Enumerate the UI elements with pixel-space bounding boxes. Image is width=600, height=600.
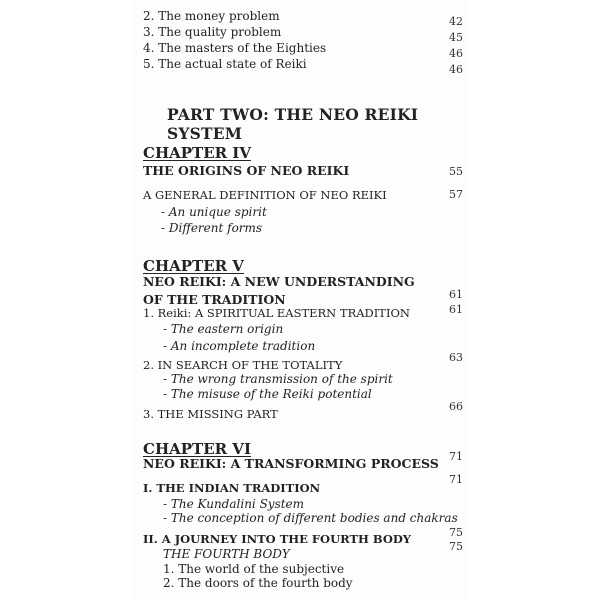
chapter-title: THE ORIGINS OF NEO REIKI — [143, 163, 350, 178]
toc-entry: 3. The quality problem — [143, 25, 282, 39]
chapter-heading: CHAPTER VI — [143, 440, 251, 458]
section-entry: 3. THE MISSING PART — [143, 407, 278, 421]
page-number: 55 — [449, 165, 463, 178]
page-number: 61 — [449, 303, 463, 316]
page-number: 66 — [449, 400, 463, 413]
section-entry: 1. Reiki: A SPIRITUAL EASTERN TRADITION — [143, 306, 410, 320]
subsection-entry: - An unique spirit — [161, 205, 267, 219]
subsection-entry: - Different forms — [161, 221, 263, 235]
part-title: PART TWO: THE NEO REIKI SYSTEM — [167, 105, 419, 143]
page-number: 46 — [449, 47, 463, 60]
subsection-entry: - The misuse of the Reiki potential — [163, 387, 372, 401]
toc-entry: 4. The masters of the Eighties — [143, 41, 327, 55]
chapter-title: NEO REIKI: A NEW UNDERSTANDING — [143, 274, 415, 289]
page-number: 61 — [449, 288, 463, 301]
page-number: 75 — [449, 526, 463, 539]
chapter-title: OF THE TRADITION — [143, 292, 286, 307]
page-number: 63 — [449, 351, 463, 364]
subsection-entry: 2. The doors of the fourth body — [163, 576, 353, 590]
subsection-entry: - An incomplete tradition — [163, 339, 316, 353]
subsection-entry: - The eastern origin — [163, 322, 284, 336]
page-number: 45 — [449, 31, 463, 44]
subsection-entry: - The Kundalini System — [163, 497, 305, 511]
section-entry: II. A JOURNEY INTO THE FOURTH BODY — [143, 532, 412, 546]
subsection-entry: 1. The world of the subjective — [163, 562, 345, 576]
toc-entry: 5. The actual state of Reiki — [143, 57, 307, 71]
chapter-heading: CHAPTER IV — [143, 144, 251, 162]
page-number: 75 — [449, 540, 463, 553]
subsection-entry: - The conception of different bodies and chakras — [163, 511, 458, 525]
section-entry: I. THE INDIAN TRADITION — [143, 481, 321, 495]
page-number: 57 — [449, 188, 463, 201]
page-number: 46 — [449, 63, 463, 76]
page-number: 71 — [449, 473, 463, 486]
subsection-entry: THE FOURTH BODY — [163, 547, 290, 561]
book-page — [133, 0, 469, 600]
page-number: 71 — [449, 450, 463, 463]
page-number: 42 — [449, 15, 463, 28]
chapter-title: NEO REIKI: A TRANSFORMING PROCESS — [143, 456, 439, 471]
toc-entry: 2. The money problem — [143, 9, 280, 23]
section-entry: A GENERAL DEFINITION OF NEO REIKI — [143, 188, 387, 202]
chapter-heading: CHAPTER V — [143, 257, 244, 275]
section-entry: 2. IN SEARCH OF THE TOTALITY — [143, 358, 343, 372]
subsection-entry: - The wrong transmission of the spirit — [163, 372, 393, 386]
